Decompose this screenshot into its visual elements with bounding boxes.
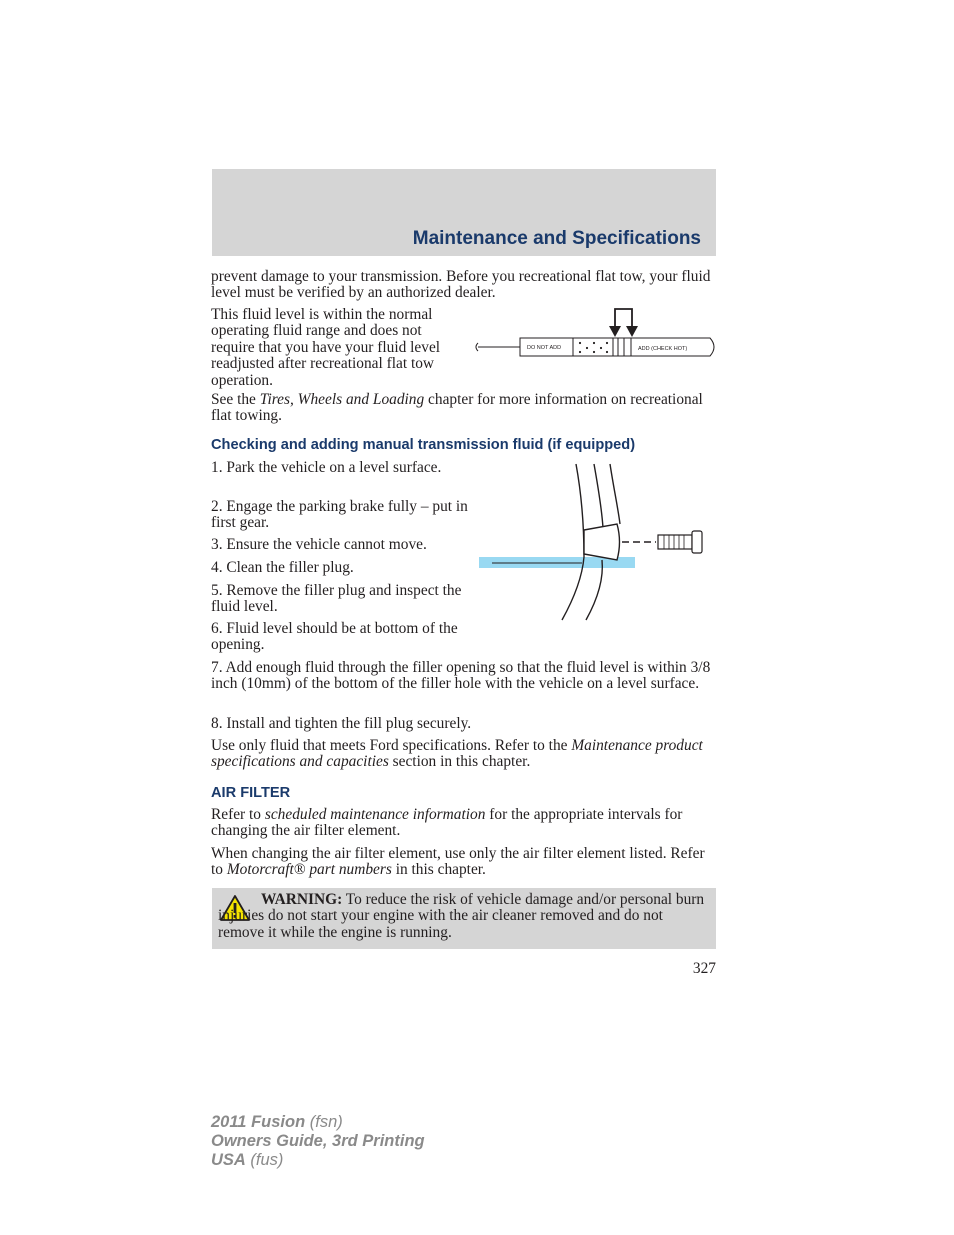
step-item: 2. Engage the parking brake fully – put in first gear. bbox=[211, 498, 468, 532]
footer-line-2: Owners Guide, 3rd Printing bbox=[211, 1132, 425, 1150]
warning-text: WARNING: To reduce the risk of vehicle damage and/or personal burn injuries do not start your engine with the air cleaner removed and do not remove it while the engine is running. bbox=[218, 891, 705, 941]
step-item: 5. Remove the filler plug and inspect the fluid level. bbox=[211, 582, 462, 616]
warning-label: WARNING: bbox=[261, 891, 343, 908]
arrow-down-icon bbox=[609, 326, 621, 337]
fluid-spec-note: Use only fluid that meets Ford specifications. Refer to the Maintenance product specifications and capacities section in this chapter. bbox=[211, 737, 703, 771]
filler-plug-icon bbox=[692, 531, 702, 553]
dipstick-label-add: ADD (CHECK HOT) bbox=[638, 346, 688, 352]
step-item: 8. Install and tighten the fill plug securely. bbox=[211, 715, 472, 732]
air-filter-paragraph-2: When changing the air filter element, use only the air filter element listed. Refer to Motorcraft® part numbers in this chapter. bbox=[211, 845, 705, 879]
section-heading-manual-transmission: Checking and adding manual transmission fluid (if equipped) bbox=[211, 437, 636, 453]
dipstick-label-do-not-add: DO NOT ADD bbox=[527, 345, 562, 351]
page-number: 327 bbox=[692, 960, 716, 977]
footer-line-1: 2011 Fusion (fsn) bbox=[211, 1113, 343, 1131]
transmission-filler-plug-illustration bbox=[476, 462, 708, 624]
air-filter-paragraph-1: Refer to scheduled maintenance information for the appropriate intervals for changing the air filter element. bbox=[211, 806, 683, 840]
chapter-header-band bbox=[212, 169, 716, 256]
intro-paragraph-2: This fluid level is within the normal operating fluid range and does not require that you have your fluid level readjusted after recreational flat tow operation. bbox=[211, 306, 441, 389]
step-item: 1. Park the vehicle on a level surface. bbox=[211, 459, 442, 476]
chapter-title: Maintenance and Specifications bbox=[412, 228, 701, 249]
intro-paragraph-1: prevent damage to your transmission. Before you recreational flat tow, your fluid level must be verified by an authorized dealer. bbox=[211, 268, 711, 302]
step-item: 3. Ensure the vehicle cannot move. bbox=[211, 536, 427, 553]
step-item: 7. Add enough fluid through the filler opening so that the fluid level is within 3/8 inch (10mm) of the bottom of the filler hole with the vehicle on a level surface. bbox=[211, 659, 711, 693]
footer bbox=[211, 1113, 425, 1170]
section-heading-air-filter: AIR FILTER bbox=[211, 785, 291, 801]
step-item: 6. Fluid level should be at bottom of the opening. bbox=[211, 620, 458, 654]
footer-line-3: USA (fus) bbox=[211, 1151, 284, 1169]
step-item: 4. Clean the filler plug. bbox=[211, 559, 354, 576]
intro-paragraph-3: See the Tires, Wheels and Loading chapter for more information on recreational flat towing. bbox=[211, 391, 703, 425]
warning-box bbox=[212, 888, 716, 949]
dipstick-illustration bbox=[474, 306, 720, 362]
arrow-down-icon bbox=[626, 326, 638, 337]
